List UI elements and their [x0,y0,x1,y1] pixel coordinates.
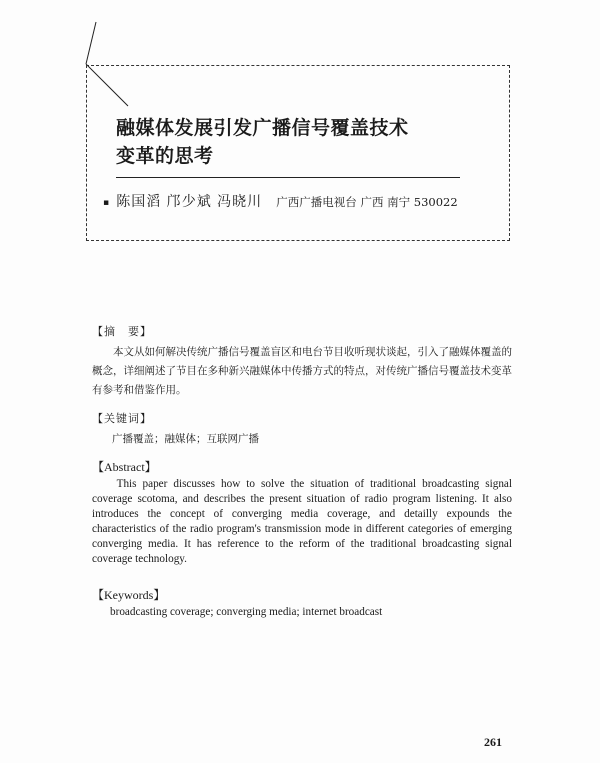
title-rule [116,177,460,178]
title-line-1: 融媒体发展引发广播信号覆盖技术 [116,117,409,139]
title-line-2: 变革的思考 [116,145,214,167]
page-number: 261 [484,735,502,749]
byline [103,191,503,211]
keywords-cn-label: 【关键词】 [92,412,152,425]
bullet-icon: ▪ [103,197,110,208]
abstract-en-text: This paper discusses how to solve the situation of traditional broadcasting signal coverage scotoma, and describes the present situation of radio program listening. It also introduces the concept of converging media coverage, and detailly expounds the characteristics of the radio program's transmission mode in different categories of emerging converging media. It has reference to the reform of the traditional broadcasting signal coverage technology. [92,478,512,565]
abstract-cn-label: 【摘 要】 [92,325,152,338]
paper-title [116,114,476,170]
abstract-en-label: 【Abstract】 [92,460,157,474]
affiliation: 广西广播电视台 广西 南宁 530022 [276,195,458,209]
abstract-cn-text: 本文从如何解决传统广播信号覆盖盲区和电台节目收听现状谈起，引入了融媒体覆盖的概念，详细阐述了节目在多种新兴融媒体中传播方式的特点，对传统广播信号覆盖技术变革有参考和借鉴作用。 [92,346,512,396]
keywords-en-label: 【Keywords】 [92,588,166,602]
keywords-cn-text: 广播覆盖；融媒体；互联网广播 [112,433,259,445]
keywords-en-text: broadcasting coverage; converging media; internet broadcast [110,606,383,618]
authors: 陈国滔 邝少斌 冯晓川 [116,194,263,210]
